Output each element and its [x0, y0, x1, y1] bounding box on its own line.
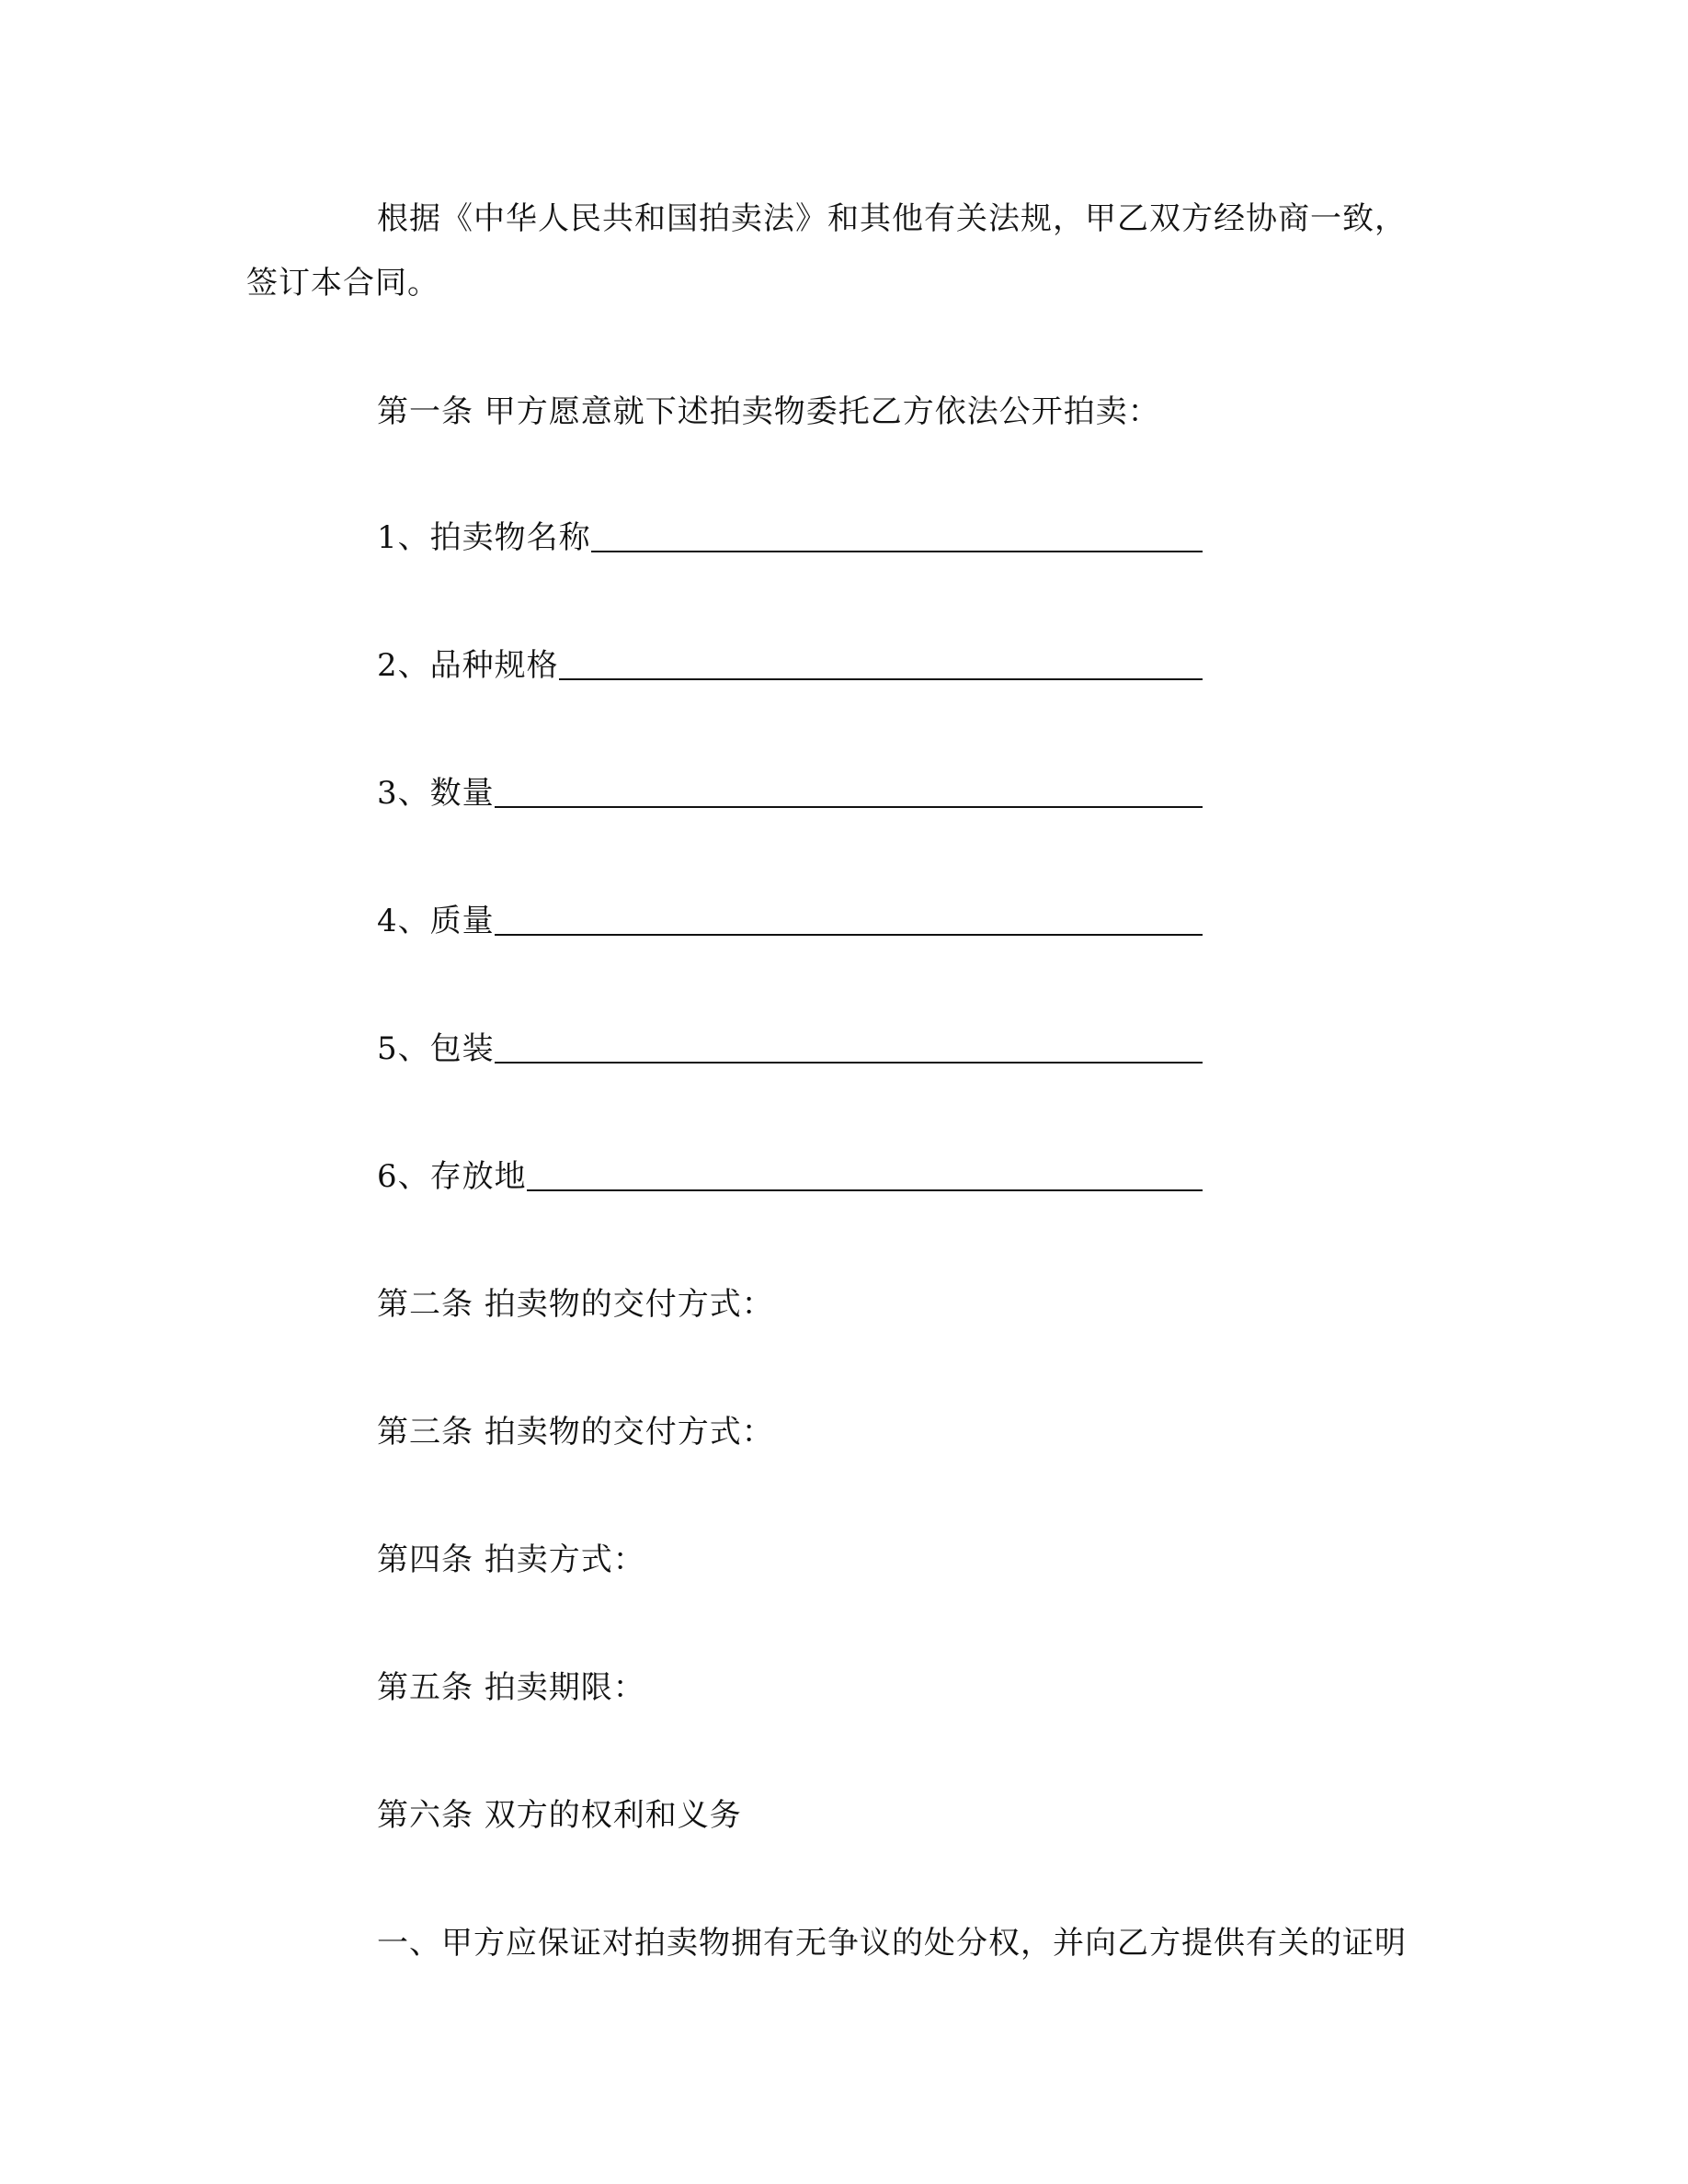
- field-quality: [377, 903, 1203, 939]
- fill-in-blank: [495, 1061, 1203, 1064]
- article-6-heading: 第六条 双方的权利和义务: [377, 1797, 742, 1834]
- article-2-heading: 第二条 拍卖物的交付方式：: [377, 1286, 774, 1323]
- clause-1-text: 一、甲方应保证对拍卖物拥有无争议的处分权，并向乙方提供有关的证明: [377, 1925, 1407, 1962]
- article-1-heading: 第一条 甲方愿意就下述拍卖物委托乙方依法公开拍卖：: [377, 393, 1160, 430]
- field-label: 2、品种规格: [377, 647, 559, 684]
- field-label: 1、拍卖物名称: [377, 519, 591, 556]
- fill-in-blank: [591, 550, 1203, 552]
- field-storage-location: [377, 1158, 1203, 1195]
- fill-in-blank: [495, 805, 1203, 808]
- fill-in-blank: [527, 1189, 1203, 1191]
- field-quantity: [377, 775, 1203, 812]
- field-label: 4、质量: [377, 903, 495, 939]
- intro-line-2: 签订本合同。: [246, 265, 439, 301]
- field-label: 5、包装: [377, 1030, 495, 1067]
- article-5-heading: 第五条 拍卖期限：: [377, 1669, 645, 1706]
- field-item-name: [377, 519, 1203, 556]
- field-packaging: [377, 1030, 1203, 1067]
- intro-line-1: 根据《中华人民共和国拍卖法》和其他有关法规，甲乙双方经协商一致，: [377, 200, 1407, 237]
- field-spec: [377, 647, 1203, 684]
- field-label: 3、数量: [377, 775, 495, 812]
- fill-in-blank: [495, 933, 1203, 936]
- article-4-heading: 第四条 拍卖方式：: [377, 1541, 645, 1578]
- field-label: 6、存放地: [377, 1158, 527, 1195]
- article-3-heading: 第三条 拍卖物的交付方式：: [377, 1414, 774, 1450]
- fill-in-blank: [559, 677, 1203, 680]
